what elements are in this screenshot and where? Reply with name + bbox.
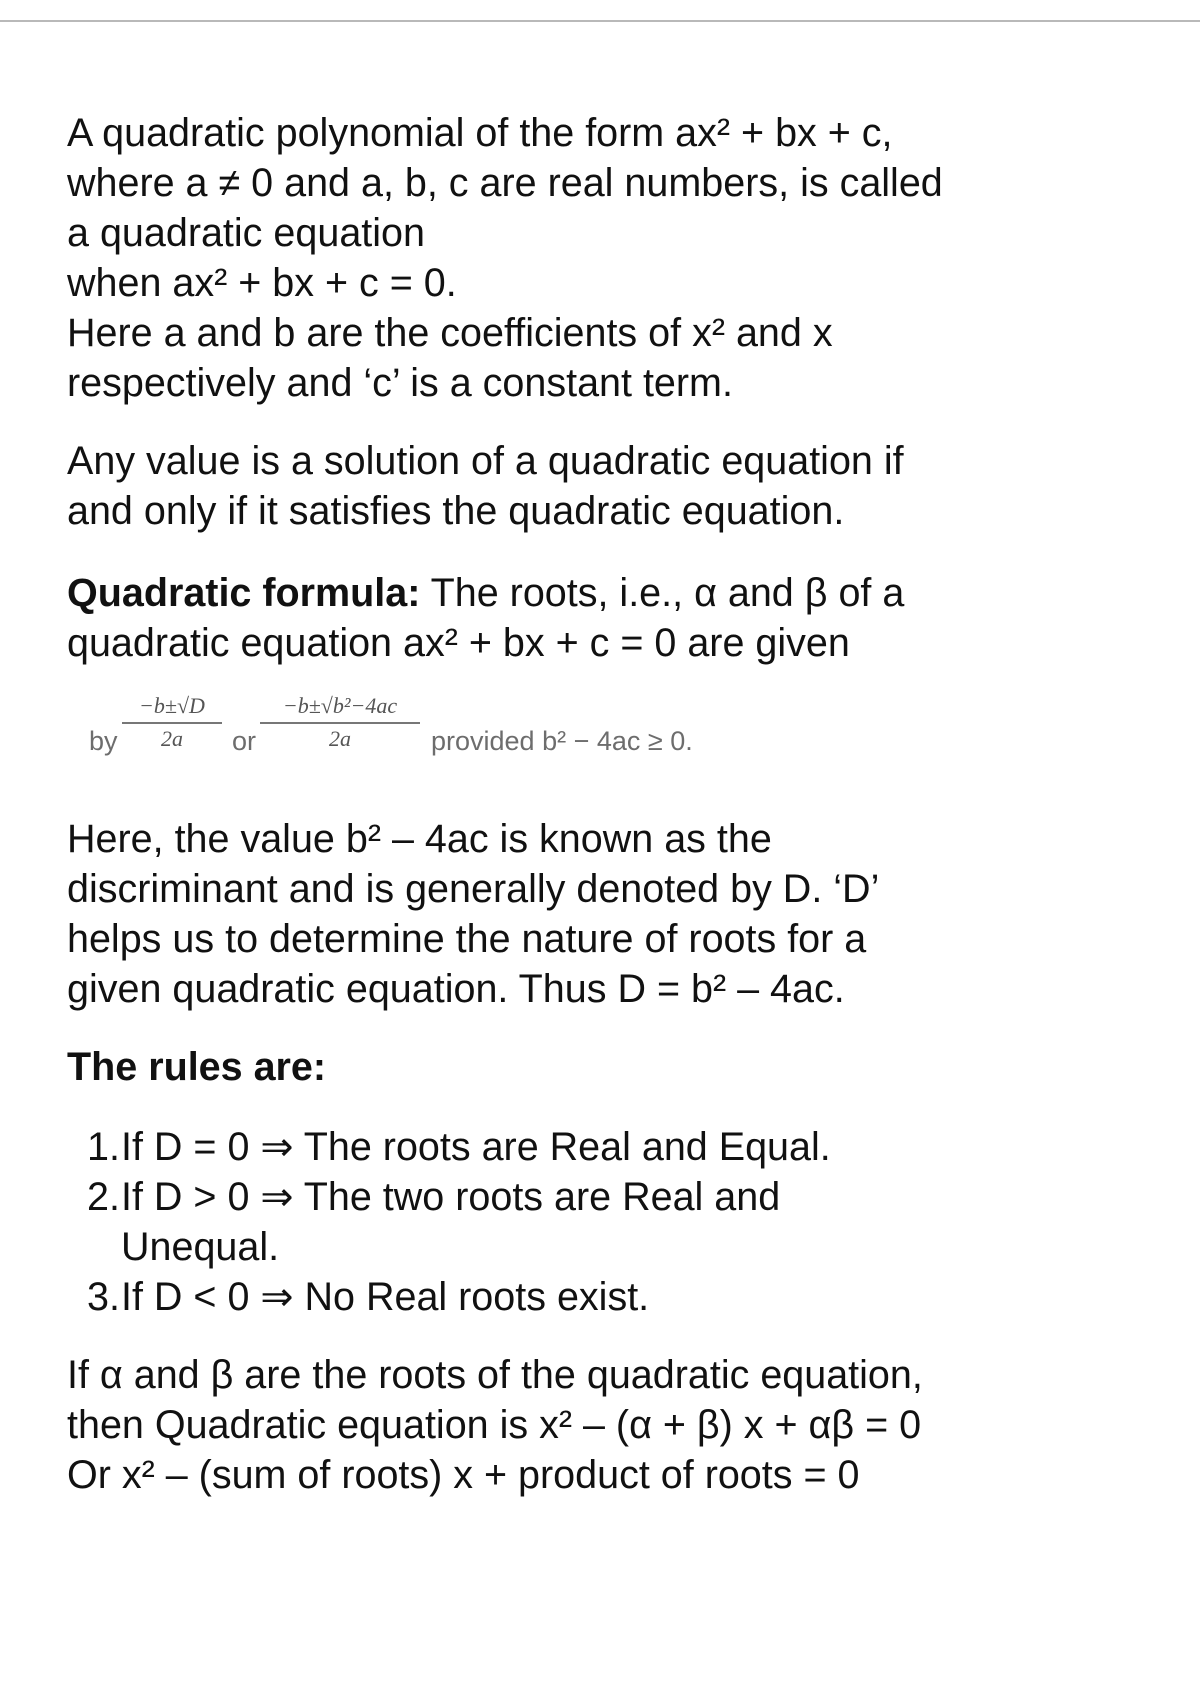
rule-number: 3. xyxy=(87,1275,120,1319)
text-line: A quadratic polynomial of the form ax² + bx + c, xyxy=(67,111,893,155)
formula-line-1 xyxy=(67,568,1147,618)
text-line: and only if it satisfies the quadratic equation. xyxy=(67,489,845,533)
text-line: when ax² + bx + c = 0. xyxy=(67,261,457,305)
formula-by-label: by xyxy=(89,726,118,756)
rule-item xyxy=(67,1272,1147,1322)
fraction-bar xyxy=(260,722,420,724)
text-line: Here, the value b² – 4ac is known as the xyxy=(67,817,772,861)
formula-heading: Quadratic formula: xyxy=(67,571,421,615)
intro-paragraph xyxy=(67,108,1147,408)
quadratic-formula-image xyxy=(67,674,1147,794)
text-line: Here a and b are the coefficients of x² and x xyxy=(67,311,833,355)
formula-intro-text: The roots, i.e., α and β of a xyxy=(420,571,905,615)
rule-number: 2. xyxy=(87,1175,120,1219)
rule-text-continuation: Unequal. xyxy=(121,1225,280,1269)
formula-or-label: or xyxy=(232,726,257,756)
solution-paragraph xyxy=(67,436,1147,536)
text-line: Or x² – (sum of roots) x + product of roots = 0 xyxy=(67,1453,860,1497)
text-line: helps us to determine the nature of roots for a xyxy=(67,917,867,961)
text-line: respectively and ‘c’ is a constant term. xyxy=(67,361,733,405)
fraction-bar xyxy=(122,722,222,724)
text-line: quadratic equation ax² + bx + c = 0 are given xyxy=(67,621,850,665)
fraction-numerator: −b±√b²−4ac xyxy=(282,693,398,718)
discriminant-paragraph xyxy=(67,814,1147,1014)
rule-text: If D > 0 ⇒ The two roots are Real and xyxy=(121,1175,781,1219)
rule-text: If D = 0 ⇒ The roots are Real and Equal. xyxy=(121,1125,831,1169)
fraction-denominator: 2a xyxy=(329,726,351,751)
rules-list xyxy=(67,1122,1147,1322)
rule-text: If D < 0 ⇒ No Real roots exist. xyxy=(121,1275,650,1319)
text-line: where a ≠ 0 and a, b, c are real numbers, is called xyxy=(67,161,943,205)
formula-condition: provided b² − 4ac ≥ 0. xyxy=(431,726,693,756)
rules-heading-text: The rules are: xyxy=(67,1045,327,1089)
rule-item xyxy=(67,1172,1147,1272)
rules-heading xyxy=(67,1042,1147,1092)
text-line: given quadratic equation. Thus D = b² – 4ac. xyxy=(67,967,845,1011)
text-line: discriminant and is generally denoted by D. ‘D’ xyxy=(67,867,880,911)
formula-fraction-discriminant xyxy=(122,694,222,751)
rule-item xyxy=(67,1122,1147,1172)
formula-paragraph xyxy=(67,568,1147,668)
rule-number: 1. xyxy=(87,1125,120,1169)
formula-fraction-expanded xyxy=(260,694,420,751)
conclusion-paragraph xyxy=(67,1350,1147,1500)
text-line: Any value is a solution of a quadratic equation if xyxy=(67,439,904,483)
text-line: a quadratic equation xyxy=(67,211,425,255)
top-divider xyxy=(0,20,1200,22)
fraction-numerator: −b±√D xyxy=(139,693,205,718)
text-line: If α and β are the roots of the quadratic equation, xyxy=(67,1353,923,1397)
text-line: then Quadratic equation is x² – (α + β) x + αβ = 0 xyxy=(67,1403,922,1447)
document-body xyxy=(67,108,1147,1500)
fraction-denominator: 2a xyxy=(161,726,183,751)
